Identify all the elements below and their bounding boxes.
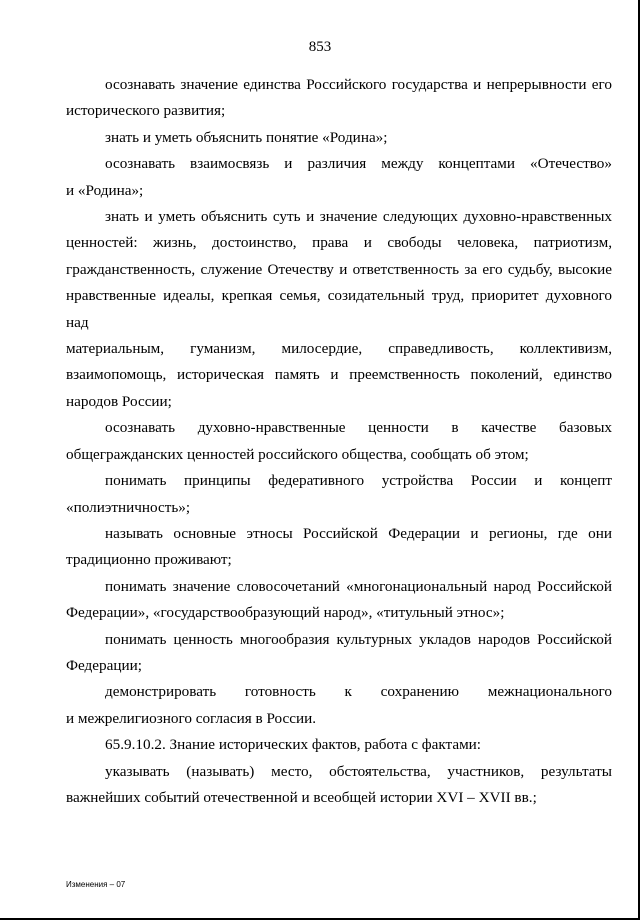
- text-line: и «Родина»;: [66, 181, 144, 199]
- text-line: осознавать духовно-нравственные ценности в качестве базовых: [105, 419, 612, 437]
- text-line: важнейших событий отечественной и всеобщей истории XVI – XVII вв.;: [66, 788, 537, 806]
- document-body: [66, 72, 612, 811]
- text-line: демонстрировать готовность к сохранению межнационального: [105, 683, 612, 701]
- text-line: взаимопомощь, историческая память и преемственность поколений, единство: [66, 366, 612, 384]
- text-line: понимать ценность многообразия культурных укладов народов Российской: [105, 630, 612, 648]
- text-line: понимать значение словосочетаний «многонациональный народ Российской: [105, 577, 612, 595]
- text-line: гражданственность, служение Отечеству и ответственность за его судьбу, высокие: [66, 260, 612, 278]
- text-line: ценностей: жизнь, достоинство, права и свободы человека, патриотизм,: [66, 234, 612, 252]
- text-line: осознавать значение единства Российского государства и непрерывности его: [105, 76, 612, 93]
- text-line: материальным, гуманизм, милосердие, справедливость, коллективизм,: [66, 340, 612, 358]
- text-line: осознавать взаимосвязь и различия между концептами «Отечество»: [105, 155, 612, 173]
- text-line: 65.9.10.2. Знание исторических фактов, работа с фактами:: [105, 736, 482, 754]
- text-line: общегражданских ценностей российского общества, сообщать об этом;: [66, 445, 529, 463]
- text-line: и межрелигиозного согласия в России.: [66, 709, 317, 727]
- page-number: 853: [308, 39, 332, 55]
- text-line: знать и уметь объяснить суть и значение следующих духовно-нравственных: [105, 208, 612, 226]
- text-line: Федерации;: [66, 656, 142, 674]
- text-line: понимать принципы федеративного устройства России и концепт: [105, 472, 612, 490]
- text-line: традиционно проживают;: [66, 551, 232, 569]
- footer-note: Изменения – 07: [66, 880, 126, 889]
- text-line: Федерации», «государствообразующий народ», «титульный этнос»;: [66, 604, 505, 622]
- text-line: «полиэтничность»;: [66, 498, 191, 516]
- text-line: народов России;: [66, 392, 172, 410]
- text-line: исторического развития;: [66, 102, 226, 120]
- text-line: называть основные этносы Российской Федерации и регионы, где они: [105, 524, 612, 542]
- text-line: нравственные идеалы, крепкая семья, созидательный труд, приоритет духовного над: [66, 287, 612, 331]
- text-line: указывать (называть) место, обстоятельства, участников, результаты: [105, 762, 612, 780]
- text-line: знать и уметь объяснить понятие «Родина»;: [105, 128, 388, 146]
